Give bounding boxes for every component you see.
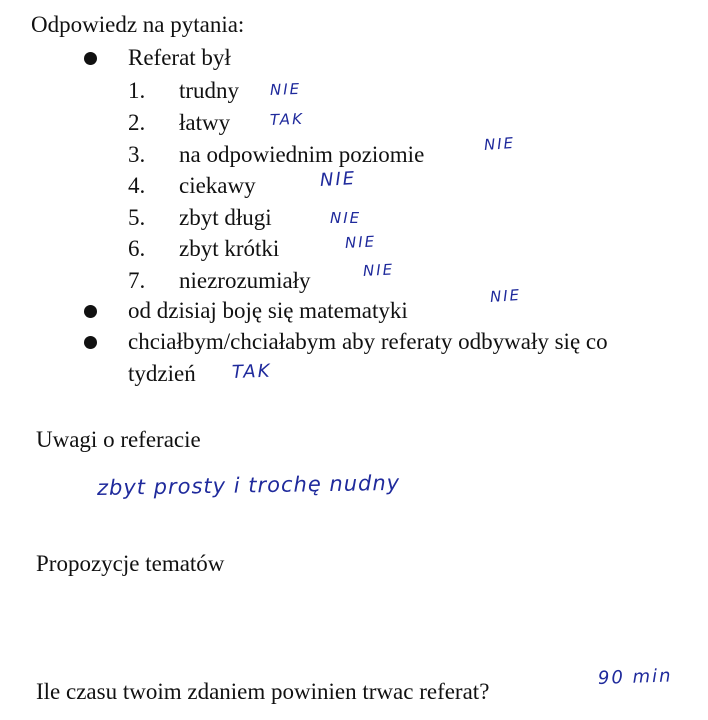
handwritten-answer: NIE [269,79,302,99]
topics-label: Propozycje tematów [36,551,225,576]
handwritten-duration: 90 min [597,665,673,689]
item-number: 6. [128,236,146,261]
item-label-latwy: łatwy [179,110,231,135]
item-label-dlugi: zbyt długi [179,205,272,230]
math-fear-label: od dzisiaj boję się matematyki [128,298,408,323]
handwritten-answer: NIE [489,285,522,306]
bullet-icon [84,305,97,318]
page-title: Odpowiedz na pytania: [31,12,245,37]
item-label-poziom: na odpowiednim poziomie [179,142,425,167]
item-number: 5. [128,205,146,230]
duration-label: Ile czasu twoim zdaniem powinien trwac referat? [36,679,490,704]
item-number: 7. [128,268,146,293]
handwritten-answer: NIE [344,232,377,252]
bullet-icon [84,336,97,349]
item-label-ciekawy: ciekawy [179,173,256,198]
referat-label: Referat był [128,45,231,70]
handwritten-answer: TAK [269,109,305,129]
item-number: 4. [128,173,146,198]
handwritten-answer: NIE [362,260,395,280]
weekly-label-line2: tydzień [128,361,196,386]
item-number: 3. [128,142,146,167]
handwritten-answer: TAK [231,360,272,383]
handwritten-answer: NIE [483,133,516,154]
remarks-label: Uwagi o referacie [36,427,201,452]
item-number: 1. [128,78,146,103]
handwritten-remarks: zbyt prosty i trochę nudny [96,470,401,500]
weekly-label-line1: chciałbym/chciałabym aby referaty odbywały się co [128,329,608,354]
item-label-niezrozumialy: niezrozumiały [179,268,311,293]
bullet-icon [84,52,97,65]
handwritten-answer: NIE [319,168,357,191]
item-number: 2. [128,110,146,135]
handwritten-answer: NIE [330,209,362,227]
item-label-trudny: trudny [179,78,240,103]
item-label-krotki: zbyt krótki [179,236,280,261]
